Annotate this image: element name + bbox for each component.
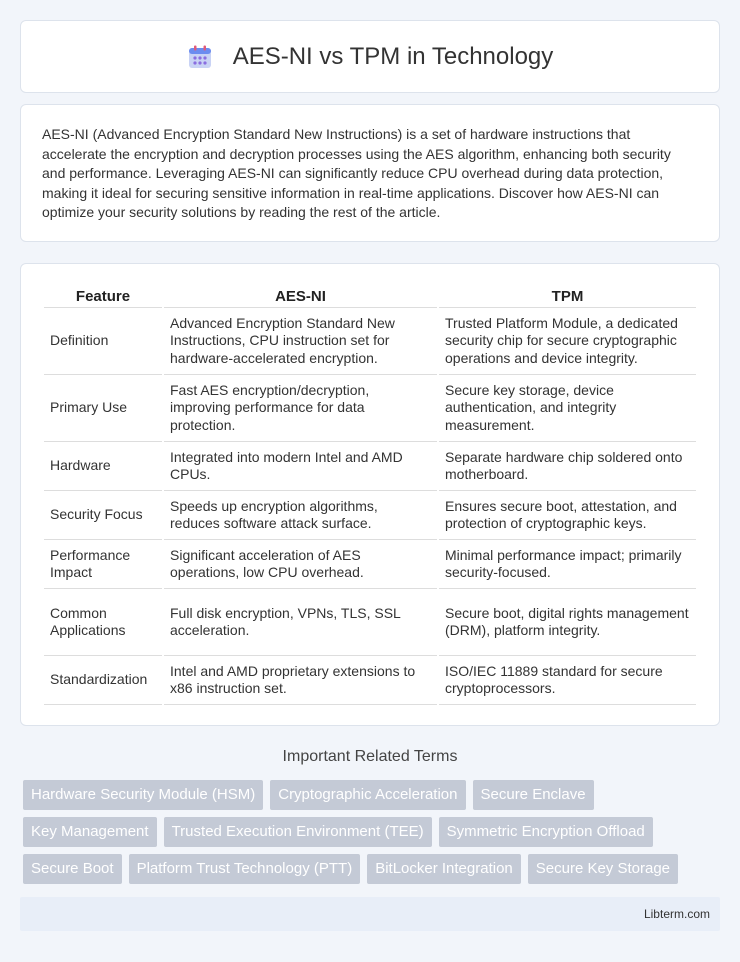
tpm-cell: Separate hardware chip soldered onto motherboard. — [439, 442, 696, 491]
intro-text: AES-NI (Advanced Encryption Standard New Instructions) is a set of hardware instructions that accelerate the encryption and decryption processes using the AES algorithm, enhancing both security and performance. Leveraging AES-NI can significantly reduce CPU overhead during data protection, making it ideal for securing sensitive information in real-time applications. Discover how AES-NI can optimize your security solutions by reading the rest of the article. — [42, 126, 671, 221]
feature-cell: Hardware — [44, 442, 162, 491]
related-terms-title: Important Related Terms — [282, 748, 458, 765]
tpm-cell: Trusted Platform Module, a dedicated security chip for secure cryptographic operations and device integrity. — [439, 308, 696, 375]
page-title: AES-NI vs TPM in Technology — [232, 42, 554, 70]
header-aes-ni: AES-NI — [164, 284, 437, 308]
related-terms-list — [23, 780, 723, 884]
feature-cell: Security Focus — [44, 491, 162, 540]
tpm-cell: Ensures secure boot, attestation, and protection of cryptographic keys. — [439, 491, 696, 540]
feature-cell: Definition — [44, 308, 162, 375]
aes-ni-cell: Integrated into modern Intel and AMD CPUs. — [164, 442, 437, 491]
header-card — [20, 20, 720, 93]
tpm-cell: Secure boot, digital rights management (DRM), platform integrity. — [439, 589, 696, 656]
tag-secure-key-storage[interactable]: Secure Key Storage — [528, 854, 678, 884]
tag-cryptographic-acceleration[interactable]: Cryptographic Acceleration — [270, 780, 465, 810]
table-row — [44, 375, 696, 442]
tpm-cell: Secure key storage, device authentication, and integrity measurement. — [439, 375, 696, 442]
aes-ni-cell: Fast AES encryption/decryption, improving performance for data protection. — [164, 375, 437, 442]
feature-cell: Common Applications — [44, 589, 162, 656]
footer — [20, 897, 720, 931]
tag-key-management[interactable]: Key Management — [23, 817, 157, 847]
aes-ni-cell: Intel and AMD proprietary extensions to x86 instruction set. — [164, 656, 437, 705]
header-feature: Feature — [44, 284, 162, 308]
table-row — [44, 491, 696, 540]
header-tpm: TPM — [439, 284, 696, 308]
calendar-icon — [187, 44, 213, 70]
table-row — [44, 589, 696, 656]
title-wrap — [187, 43, 554, 71]
tag-secure-boot[interactable]: Secure Boot — [23, 854, 122, 884]
comparison-table — [42, 284, 698, 705]
table-row — [44, 540, 696, 589]
aes-ni-cell: Significant acceleration of AES operations, low CPU overhead. — [164, 540, 437, 589]
tag-hsm[interactable]: Hardware Security Module (HSM) — [23, 780, 263, 810]
tag-symmetric-encryption-offload[interactable]: Symmetric Encryption Offload — [439, 817, 653, 847]
table-row — [44, 656, 696, 705]
feature-cell: Standardization — [44, 656, 162, 705]
table-row — [44, 308, 696, 375]
feature-cell: Primary Use — [44, 375, 162, 442]
tpm-cell: ISO/IEC 11889 standard for secure cryptoprocessors. — [439, 656, 696, 705]
table-header-row — [44, 284, 696, 308]
tag-ptt[interactable]: Platform Trust Technology (PTT) — [129, 854, 361, 884]
footer-link[interactable]: Libterm.com — [643, 907, 710, 921]
comparison-card — [20, 263, 720, 726]
tpm-cell: Minimal performance impact; primarily security-focused. — [439, 540, 696, 589]
tag-tee[interactable]: Trusted Execution Environment (TEE) — [164, 817, 432, 847]
tag-secure-enclave[interactable]: Secure Enclave — [473, 780, 594, 810]
feature-cell: Performance Impact — [44, 540, 162, 589]
aes-ni-cell: Speeds up encryption algorithms, reduces software attack surface. — [164, 491, 437, 540]
aes-ni-cell: Full disk encryption, VPNs, TLS, SSL acceleration. — [164, 589, 437, 656]
tag-bitlocker-integration[interactable]: BitLocker Integration — [367, 854, 521, 884]
intro-card — [20, 104, 720, 242]
aes-ni-cell: Advanced Encryption Standard New Instructions, CPU instruction set for hardware-accelerated encryption. — [164, 308, 437, 375]
table-row — [44, 442, 696, 491]
